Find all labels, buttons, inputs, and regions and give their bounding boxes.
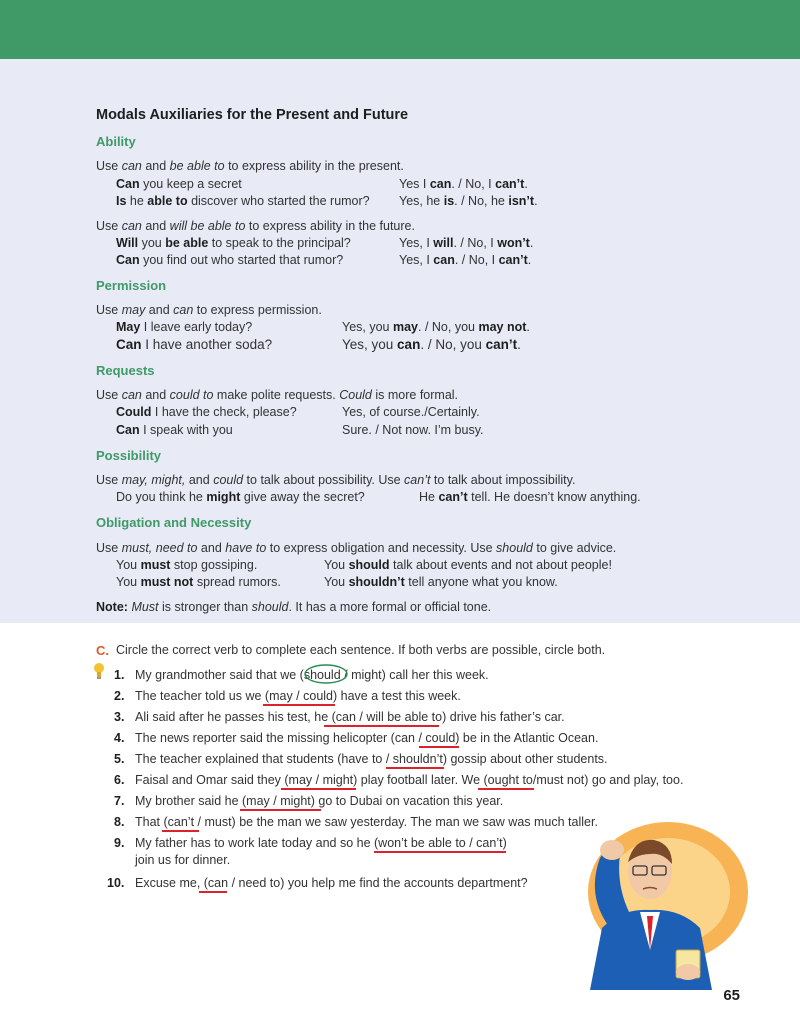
item-number: 9.	[114, 836, 125, 850]
obligation-example-1-question: You must stop gossiping.	[116, 558, 258, 572]
grammar-box-title: Modals Auxiliaries for the Present and Future	[96, 107, 409, 123]
obligation-rule: Use must, need to and have to to express obligation and necessity. Use should to give advice.	[96, 541, 617, 555]
item-number: 1.	[114, 668, 125, 682]
permission-example-1-question: May I leave early today?	[116, 320, 253, 334]
requests-example-1-question: Could I have the check, please?	[116, 405, 297, 419]
ability-example-3-answer: Yes, I will. / No, I won’t.	[399, 236, 534, 250]
answer-underline-mark	[263, 704, 335, 706]
ability-rule-future: Use can and will be able to to express ability in the future.	[96, 219, 415, 233]
ability-rule-present: Use can and be able to to express ability in the present.	[96, 159, 404, 173]
exercise-item-3: Ali said after he passes his test, he (can / will be able to) drive his father’s car.	[135, 710, 565, 724]
page-number: 65	[723, 987, 740, 1004]
top-green-band	[0, 0, 800, 59]
ability-example-4-question: Can you find out who started that rumor?	[116, 253, 344, 267]
confused-man-illustration	[550, 800, 750, 990]
obligation-example-2-question: You must not spread rumors.	[116, 575, 281, 589]
grammar-note: Note: Must is stronger than should. It has a more formal or official tone.	[96, 600, 492, 614]
answer-underline-mark	[374, 851, 506, 853]
section-heading-obligation: Obligation and Necessity	[96, 515, 252, 530]
permission-example-2-question: Can I have another soda?	[116, 337, 273, 352]
answer-underline-mark	[478, 788, 534, 790]
ability-example-3-question: Will you be able to speak to the principal?	[116, 236, 351, 250]
exercise-item-1: My grandmother said that we (should / might) call her this week.	[135, 668, 489, 682]
exercise-instruction: Circle the correct verb to complete each sentence. If both verbs are possible, circle both.	[116, 643, 606, 657]
obligation-example-2-answer: You shouldn’t tell anyone what you know.	[324, 575, 558, 589]
item-number: 6.	[114, 773, 125, 787]
item-number: 5.	[114, 752, 125, 766]
answer-underline-mark	[162, 830, 199, 832]
permission-example-2-answer: Yes, you can. / No, you can’t.	[342, 337, 521, 352]
ability-example-2-answer: Yes, he is. / No, he isn’t.	[399, 194, 538, 208]
section-heading-permission: Permission	[96, 278, 167, 293]
item-number: 7.	[114, 794, 125, 808]
answer-circle-mark	[302, 663, 350, 685]
answer-underline-mark	[386, 767, 444, 769]
section-heading-possibility: Possibility	[96, 448, 162, 463]
exercise-item-2: The teacher told us we (may / could) have a test this week.	[135, 689, 461, 703]
answer-underline-mark	[281, 788, 356, 790]
answer-underline-mark	[199, 891, 227, 893]
item-number: 3.	[114, 710, 125, 724]
obligation-example-1-answer: You should talk about events and not about people!	[324, 558, 612, 572]
permission-rule: Use may and can to express permission.	[96, 303, 322, 317]
item-number: 10.	[107, 876, 125, 890]
exercise-item-6: Faisal and Omar said they (may / might) play football later. We (ought to/must not) go and play, too.	[135, 773, 684, 787]
section-heading-requests: Requests	[96, 363, 155, 378]
item-number: 4.	[114, 731, 125, 745]
section-heading-ability: Ability	[96, 134, 136, 149]
exercise-item-4: The news reporter said the missing helicopter (can / could) be in the Atlantic Ocean.	[135, 731, 599, 745]
possibility-example-question: Do you think he might give away the secret?	[116, 490, 365, 504]
ability-example-2-question: Is he able to discover who started the rumor?	[116, 194, 370, 208]
item-number: 2.	[114, 689, 125, 703]
exercise-item-9-continued: join us for dinner.	[135, 853, 231, 867]
requests-example-2-answer: Sure. / Not now. I’m busy.	[342, 423, 484, 437]
requests-rule: Use can and could to make polite requests. Could is more formal.	[96, 388, 459, 402]
answer-underline-mark	[419, 746, 459, 748]
possibility-rule: Use may, might, and could to talk about possibility. Use can’t to talk about impossibility.	[96, 473, 576, 487]
ability-example-4-answer: Yes, I can. / No, I can’t.	[399, 253, 532, 267]
exercise-item-8: That (can’t / must) be the man we saw yesterday. The man we saw was much taller.	[135, 815, 598, 829]
exercise-item-9: My father has to work late today and so he (won’t be able to / can’t)	[135, 836, 507, 850]
permission-example-1-answer: Yes, you may. / No, you may not.	[342, 320, 530, 334]
lightbulb-icon	[92, 662, 106, 682]
exercise-item-5: The teacher explained that students (have to / shouldn’t) gossip about other students.	[135, 752, 608, 766]
requests-example-1-answer: Yes, of course./Certainly.	[342, 405, 480, 419]
answer-underline-mark	[240, 809, 321, 811]
item-number: 8.	[114, 815, 125, 829]
exercise-letter: C.	[96, 643, 109, 658]
possibility-example-answer: He can’t tell. He doesn’t know anything.	[419, 490, 641, 504]
ability-example-1-question: Can you keep a secret	[116, 177, 242, 191]
ability-example-1-answer: Yes I can. / No, I can’t.	[399, 177, 528, 191]
exercise-item-7: My brother said he (may / might) go to Dubai on vacation this year.	[135, 794, 504, 808]
answer-underline-mark	[324, 725, 439, 727]
exercise-item-10: Excuse me, (can / need to) you help me find the accounts department?	[135, 876, 528, 890]
requests-example-2-question: Can I speak with you	[116, 423, 233, 437]
